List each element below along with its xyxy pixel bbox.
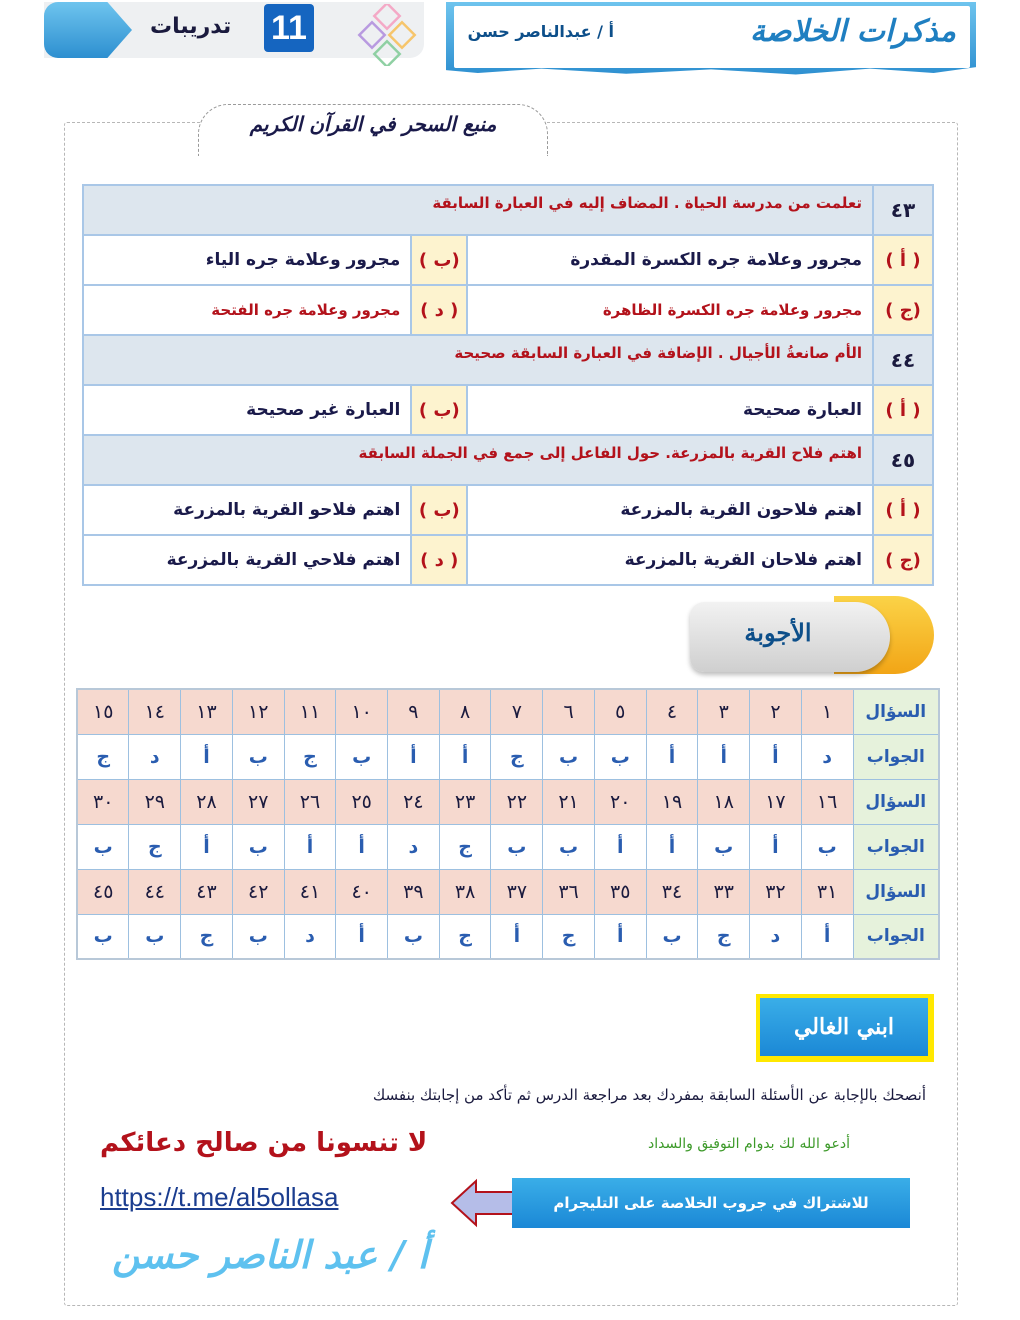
question-number-cell: ٣٥: [594, 869, 646, 914]
option-letter: ( أ ): [873, 235, 933, 285]
options-row: [83, 485, 933, 535]
questions-table: [82, 184, 934, 586]
answer-cell: ب: [77, 914, 129, 959]
option-letter: ( أ ): [873, 385, 933, 435]
question-stem: اهتم فلاح القرية بالمزرعة. حول الفاعل إلى جمع في الجملة السابقة: [83, 435, 873, 485]
question-row: [83, 185, 933, 235]
option-text: مجرور وعلامة جره الكسرة الظاهرة: [467, 285, 873, 335]
answer-cell: أ: [801, 914, 853, 959]
question-number: ٤٥: [873, 435, 933, 485]
question-numbers-row: [77, 779, 939, 824]
question-number-cell: ٢: [750, 689, 802, 734]
question-number-cell: ٧: [491, 689, 543, 734]
question-row-label: السؤال: [853, 779, 939, 824]
answer-cell: ج: [491, 734, 543, 779]
answer-cell: ب: [594, 734, 646, 779]
question-number-cell: ٤: [646, 689, 698, 734]
left-arrow-icon: [450, 1178, 518, 1228]
question-number-cell: ٤٤: [129, 869, 181, 914]
answer-cell: أ: [646, 734, 698, 779]
question-number-cell: ٨: [439, 689, 491, 734]
question-row: [83, 335, 933, 385]
answer-row-label: الجواب: [853, 734, 939, 779]
answer-cell: ج: [284, 734, 336, 779]
option-text: مجرور وعلامة جره الكسرة المقدرة: [467, 235, 873, 285]
answer-row-label: الجواب: [853, 914, 939, 959]
question-number-cell: ٣٧: [491, 869, 543, 914]
question-number-cell: ٤٢: [232, 869, 284, 914]
option-letter: ( د ): [411, 535, 467, 585]
question-number-cell: ١٩: [646, 779, 698, 824]
question-number-cell: ١١: [284, 689, 336, 734]
options-row: [83, 235, 933, 285]
question-number-cell: ٣٦: [543, 869, 595, 914]
option-text: اهتم فلاحي القرية بالمزرعة: [83, 535, 411, 585]
question-number-cell: ٢٧: [232, 779, 284, 824]
answer-cell: ب: [232, 734, 284, 779]
question-number-cell: ٣٤: [646, 869, 698, 914]
answer-cell: أ: [181, 734, 233, 779]
section-label: تدريبات: [150, 14, 232, 39]
question-number-cell: ٥: [594, 689, 646, 734]
question-number-cell: ٢٨: [181, 779, 233, 824]
question-number-cell: ٣: [698, 689, 750, 734]
option-letter: (ج ): [873, 285, 933, 335]
footer-author: أ / عبد الناصر حسن: [112, 1232, 429, 1277]
question-number-cell: ٢٤: [388, 779, 440, 824]
answer-cell: ب: [129, 914, 181, 959]
flower-ornament-icon: [350, 4, 424, 66]
dont-forget-text: لا تنسونا من صالح دعائكم: [100, 1128, 428, 1158]
answer-cell: أ: [181, 824, 233, 869]
question-number-cell: ٢٩: [129, 779, 181, 824]
answer-cell: ب: [336, 734, 388, 779]
option-text: اهتم فلاحو القرية بالمزرعة: [83, 485, 411, 535]
options-row: [83, 285, 933, 335]
option-text: العبارة صحيحة: [467, 385, 873, 435]
question-number-cell: ٤٠: [336, 869, 388, 914]
question-number-cell: ١٥: [77, 689, 129, 734]
question-number-cell: ٤٣: [181, 869, 233, 914]
answer-cell: ب: [232, 824, 284, 869]
question-number-cell: ٣٩: [388, 869, 440, 914]
telegram-link[interactable]: https://t.me/al5ollasa: [100, 1182, 339, 1212]
question-number-cell: ٢٦: [284, 779, 336, 824]
answer-cell: ب: [232, 914, 284, 959]
options-row: [83, 385, 933, 435]
advice-text: أنصحك بالإجابة عن الأسئلة السابقة بمفردك بعد مراجعة الدرس ثم تأكد من إجابتك بنفسك: [372, 1086, 926, 1104]
topic-title: منبع السحر في القرآن الكريم: [249, 112, 497, 136]
answers-row: [77, 824, 939, 869]
question-numbers-row: [77, 689, 939, 734]
option-letter: ( أ ): [873, 485, 933, 535]
option-letter: (ب ): [411, 385, 467, 435]
question-number-cell: ٤١: [284, 869, 336, 914]
question-number-cell: ٢٢: [491, 779, 543, 824]
option-text: العبارة غير صحيحة: [83, 385, 411, 435]
answer-cell: ب: [543, 734, 595, 779]
question-number-cell: ١: [801, 689, 853, 734]
answer-cell: د: [129, 734, 181, 779]
answer-cell: أ: [698, 734, 750, 779]
answers-heading: الأجوبة: [744, 618, 812, 647]
answer-cell: ج: [181, 914, 233, 959]
question-stem: تعلمت من مدرسة الحياة . المضاف إليه في العبارة السابقة: [83, 185, 873, 235]
question-stem: الأم صانعةُ الأجيال . الإضافة في العبارة السابقة صحيحة: [83, 335, 873, 385]
answer-cell: أ: [750, 824, 802, 869]
question-number-cell: ١٣: [181, 689, 233, 734]
answer-cell: د: [750, 914, 802, 959]
answers-row: [77, 914, 939, 959]
answer-cell: أ: [388, 734, 440, 779]
question-number-cell: ٢٥: [336, 779, 388, 824]
answer-cell: ج: [439, 914, 491, 959]
question-number-cell: ٤٥: [77, 869, 129, 914]
question-number-cell: ١٤: [129, 689, 181, 734]
answer-cell: أ: [750, 734, 802, 779]
question-row-label: السؤال: [853, 869, 939, 914]
answer-cell: أ: [594, 824, 646, 869]
question-row-label: السؤال: [853, 689, 939, 734]
question-row: [83, 435, 933, 485]
option-text: اهتم فلاحان القرية بالمزرعة: [467, 535, 873, 585]
subscribe-button[interactable]: للاشتراك في جروب الخلاصة على التليجرام: [512, 1178, 910, 1228]
answer-cell: ج: [543, 914, 595, 959]
question-number: ٤٣: [873, 185, 933, 235]
question-number-cell: ٣٢: [750, 869, 802, 914]
answer-cell: ب: [801, 824, 853, 869]
option-letter: ( د ): [411, 285, 467, 335]
answer-row-label: الجواب: [853, 824, 939, 869]
option-letter: (ج ): [873, 535, 933, 585]
son-label: ابني الغالي: [760, 998, 928, 1056]
answer-cell: أ: [646, 824, 698, 869]
answer-cell: ج: [129, 824, 181, 869]
options-row: [83, 535, 933, 585]
question-number-cell: ٢٣: [439, 779, 491, 824]
question-number-cell: ١٦: [801, 779, 853, 824]
answer-cell: ب: [77, 824, 129, 869]
answer-cell: د: [801, 734, 853, 779]
answer-cell: أ: [439, 734, 491, 779]
answer-cell: د: [388, 824, 440, 869]
answer-cell: ب: [491, 824, 543, 869]
question-number-cell: ٣١: [801, 869, 853, 914]
answer-cell: ب: [646, 914, 698, 959]
question-number-cell: ١٢: [232, 689, 284, 734]
question-number-cell: ٣٨: [439, 869, 491, 914]
option-letter: (ب ): [411, 485, 467, 535]
answer-cell: أ: [491, 914, 543, 959]
answer-cell: ج: [698, 914, 750, 959]
answer-cell: ج: [439, 824, 491, 869]
answer-cell: ج: [77, 734, 129, 779]
question-number: ٤٤: [873, 335, 933, 385]
question-number-cell: ٣٠: [77, 779, 129, 824]
answer-key-table: [76, 688, 940, 960]
question-number-cell: ٢١: [543, 779, 595, 824]
question-number-cell: ١٨: [698, 779, 750, 824]
answers-row: [77, 734, 939, 779]
question-number-cell: ٩: [388, 689, 440, 734]
unit-number-badge: 11: [264, 4, 314, 52]
answer-cell: أ: [336, 824, 388, 869]
answer-cell: ب: [388, 914, 440, 959]
answer-cell: أ: [284, 824, 336, 869]
header-author: أ / عبدالناصر حسن: [467, 22, 614, 41]
answer-cell: أ: [336, 914, 388, 959]
brand-title: مذكرات الخلاصة: [750, 14, 956, 49]
answer-cell: أ: [594, 914, 646, 959]
question-number-cell: ٢٠: [594, 779, 646, 824]
option-text: مجرور وعلامة جره الفتحة: [83, 285, 411, 335]
question-number-cell: ٣٣: [698, 869, 750, 914]
answer-cell: ب: [543, 824, 595, 869]
question-number-cell: ١٠: [336, 689, 388, 734]
option-text: مجرور وعلامة جره الياء: [83, 235, 411, 285]
question-number-cell: ٦: [543, 689, 595, 734]
question-numbers-row: [77, 869, 939, 914]
answer-cell: ب: [698, 824, 750, 869]
prayer-text: أدعو الله لك بدوام التوفيق والسداد: [648, 1136, 850, 1152]
option-text: اهتم فلاحون القرية بالمزرعة: [467, 485, 873, 535]
option-letter: (ب ): [411, 235, 467, 285]
answer-cell: د: [284, 914, 336, 959]
question-number-cell: ١٧: [750, 779, 802, 824]
